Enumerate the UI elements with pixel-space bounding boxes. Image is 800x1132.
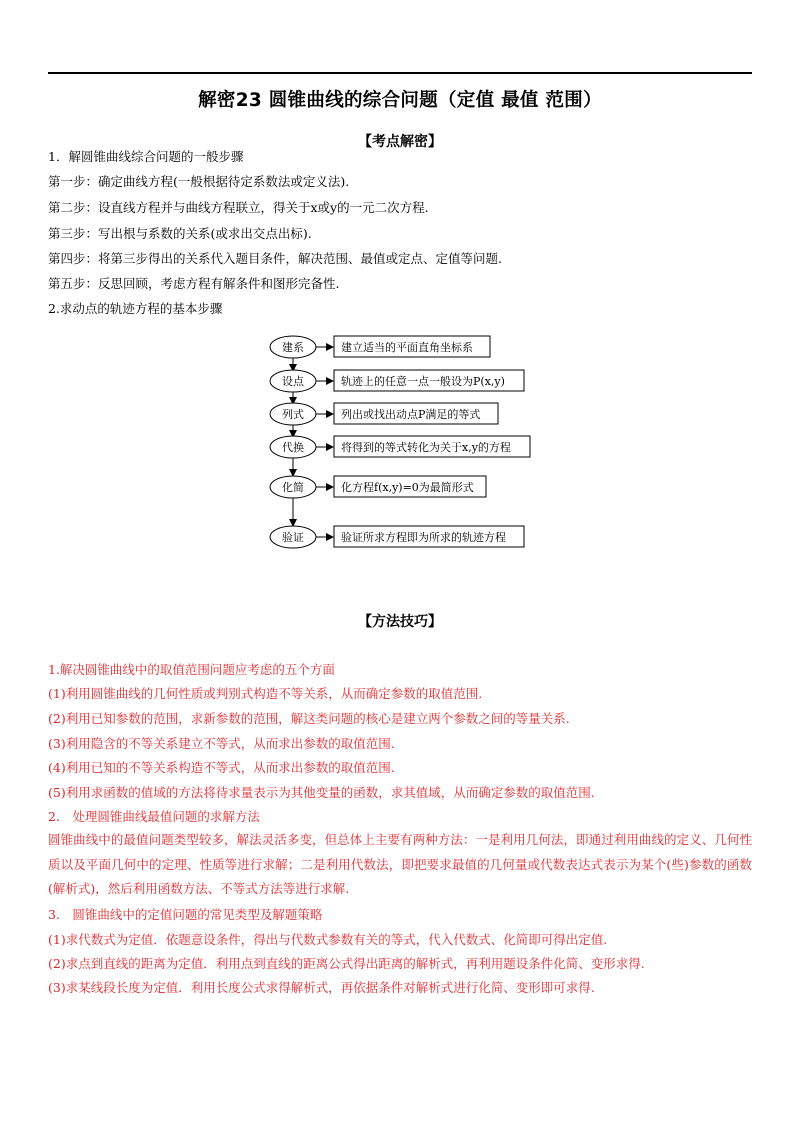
flow-desc-text: 验证所求方程即为所求的轨迹方程 — [341, 531, 506, 544]
s2-line: (3)利用隐含的不等关系建立不等式，从而求出参数的取值范围. — [48, 736, 395, 751]
s1-line: 第三步：写出根与系数的关系(或求出交点出标). — [48, 226, 312, 241]
s2-line: (1)求代数式为定值．依题意设条件，得出与代数式参数有关的等式，代入代数式、化简即可得出定值. — [48, 932, 608, 947]
s2-line: (1)利用圆锥曲线的几何性质或判别式构造不等关系，从而确定参数的取值范围. — [48, 686, 483, 701]
s2-line: 2. 处理圆锥曲线最值问题的求解方法 — [48, 809, 260, 824]
flow-step-label: 化简 — [282, 481, 304, 494]
s1-line: 第五步：反思回顾，考虑方程有解条件和图形完备性. — [48, 276, 340, 291]
flow-desc-text: 建立适当的平面直角坐标系 — [341, 341, 473, 354]
flow-step-label: 建系 — [282, 341, 304, 354]
s2-line: (4)利用已知的不等关系构造不等式，从而求出参数的取值范围. — [48, 760, 395, 775]
section-heading-kaodian: 【考点解密】 — [358, 134, 442, 150]
s2-line: (2)利用已知参数的范围，求新参数的范围，解这类问题的核心是建立两个参数之间的等量关系. — [48, 711, 570, 726]
flow-step-label: 列式 — [282, 408, 304, 421]
s1-line: 第一步：确定曲线方程(一般根据待定系数法或定义法). — [48, 174, 350, 189]
flow-step-label: 设点 — [282, 375, 304, 388]
flow-desc-text: 化方程f(x,y)=0为最简形式 — [341, 481, 474, 494]
s2-line: (2)求点到直线的距离为定值．利用点到直线的距离公式得出距离的解析式，再利用题设条件化简、变形求得. — [48, 956, 645, 971]
section-heading-fangfa: 【方法技巧】 — [358, 614, 442, 630]
s2-paragraph: 圆锥曲线中的最值问题类型较多，解法灵活多变，但总体上主要有两种方法：一是利用几何法，即通过利用曲线的定义、几何性质以及平面几何中的定理、性质等进行求解；二是利用代数法，即把要求最值的几何量或代数表达式表示为某个(些)参数的函数(解析式)，然后利用函数方法、不等式方法等进行求解. — [48, 832, 752, 896]
s2-line: (5)利用求函数的值域的方法将待求量表示为其他变量的函数，求其值域，从而确定参数的取值范围. — [48, 785, 595, 800]
s2-line: (3)求某线段长度为定值．利用长度公式求得解析式，再依据条件对解析式进行化简、变形即可求得. — [48, 980, 595, 995]
s1-line: 第四步：将第三步得出的关系代入题目条件，解决范围、最值或定点、定值等问题. — [48, 251, 502, 266]
flow-desc-text: 轨迹上的任意一点一般设为P(x,y) — [341, 375, 505, 388]
s2-line: 1.解决圆锥曲线中的取值范围问题应考虑的五个方面 — [48, 662, 335, 677]
s1-line: 1．解圆锥曲线综合问题的一般步骤 — [48, 149, 244, 164]
flow-desc-text: 列出或找出动点P满足的等式 — [341, 408, 481, 421]
flow-desc-text: 将得到的等式转化为关于x,y的方程 — [341, 441, 511, 454]
s1-line: 第二步：设直线方程并与曲线方程联立，得关于x或y的一元二次方程. — [48, 200, 429, 215]
flow-step-label: 验证 — [282, 531, 304, 544]
flow-step-label: 代换 — [282, 441, 304, 454]
s2-line: 3. 圆锥曲线中的定值问题的常见类型及解题策略 — [48, 907, 323, 922]
page-title: 解密23 圆锥曲线的综合问题（定值 最值 范围） — [198, 90, 602, 111]
s1-line: 2.求动点的轨迹方程的基本步骤 — [48, 301, 223, 316]
